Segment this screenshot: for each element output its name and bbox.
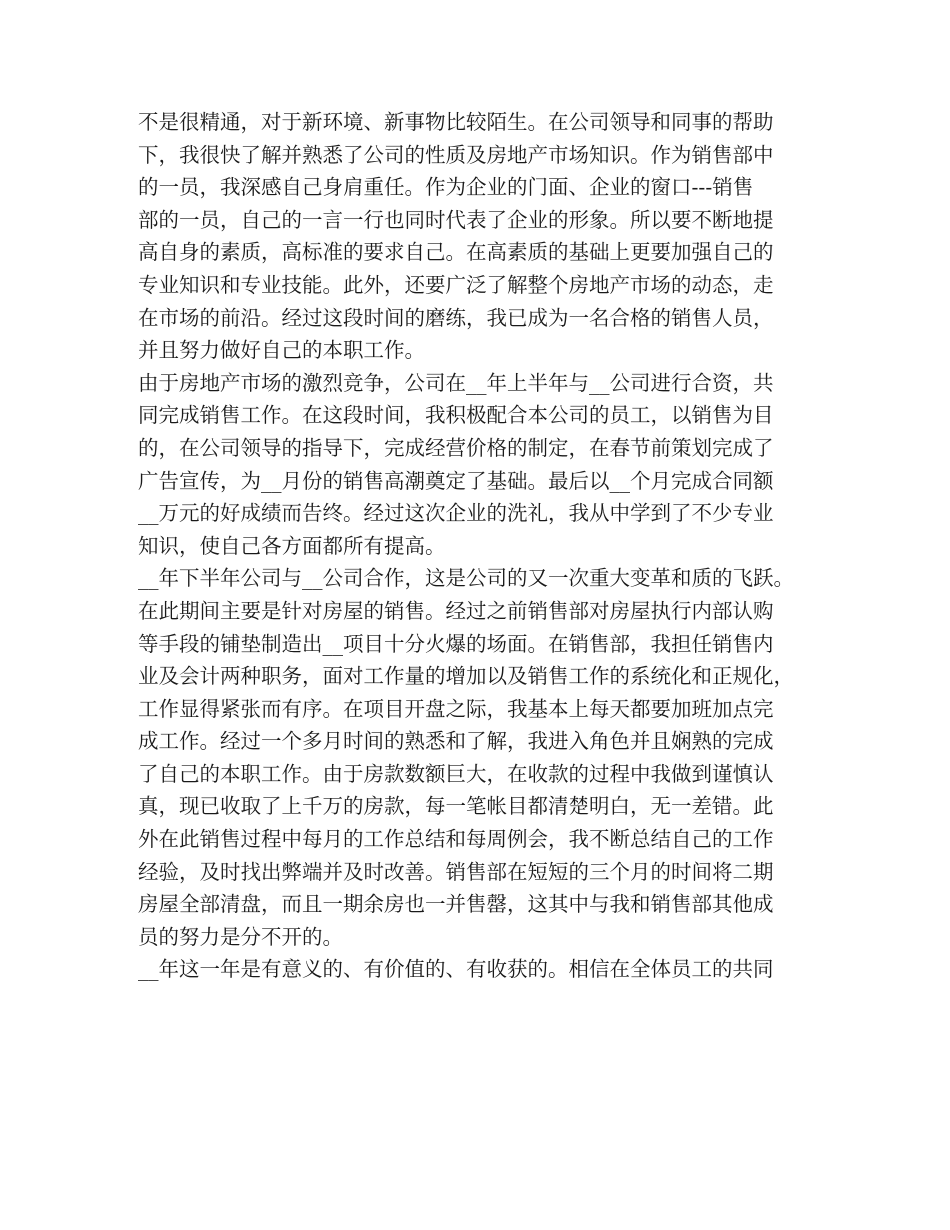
text-line: 员的努力是分不开的。: [138, 924, 343, 949]
text-line: 的，在公司领导的指导下，完成经营价格的制定，在春节前策划完成了: [138, 435, 774, 460]
text-line: 在此期间主要是针对房屋的销售。经过之前销售部对房屋执行内部认购: [138, 598, 774, 623]
text-line: 真，现已收取了上千万的房款，每一笔帐目都清楚明白，无一差错。此: [138, 794, 774, 819]
text-line: 业及会计两种职务，面对工作量的增加以及销售工作的系统化和正规化，: [138, 664, 794, 689]
text-line: __年下半年公司与__公司合作，这是公司的又一次重大变革和质的飞跃。: [138, 566, 794, 591]
text-line: 并且努力做好自己的本职工作。: [138, 338, 425, 363]
text-line: 成工作。经过一个多月时间的熟悉和了解，我进入角色并且娴熟的完成: [138, 729, 774, 754]
text-line: 的一员，我深感自己身肩重任。作为企业的门面、企业的窗口---销售: [138, 175, 754, 200]
text-line: 了自己的本职工作。由于房款数额巨大，在收款的过程中我做到谨慎认: [138, 761, 774, 786]
text-line: 工作显得紧张而有序。在项目开盘之际，我基本上每天都要加班加点完: [138, 696, 774, 721]
text-line: 广告宣传，为__月份的销售高潮奠定了基础。最后以__个月完成合同额: [138, 468, 774, 493]
text-line: 外在此销售过程中每月的工作总结和每周例会，我不断总结自己的工作: [138, 827, 774, 852]
text-line: 经验，及时找出弊端并及时改善。销售部在短短的三个月的时间将二期: [138, 859, 774, 884]
text-line: 知识，使自己各方面都所有提高。: [138, 533, 446, 558]
text-line: __万元的好成绩而告终。经过这次企业的洗礼，我从中学到了不少专业: [138, 501, 774, 526]
text-line: 部的一员，自己的一言一行也同时代表了企业的形象。所以要不断地提: [138, 207, 774, 232]
text-line: __年这一年是有意义的、有价值的、有收获的。相信在全体员工的共同: [138, 957, 774, 982]
text-line: 由于房地产市场的激烈竞争，公司在__年上半年与__公司进行合资，共: [138, 370, 774, 395]
text-line: 等手段的铺垫制造出__项目十分火爆的场面。在销售部，我担任销售内: [138, 631, 774, 656]
text-line: 不是很精通，对于新环境、新事物比较陌生。在公司领导和同事的帮助: [138, 110, 774, 134]
text-line: 下，我很快了解并熟悉了公司的性质及房地产市场知识。作为销售部中: [138, 142, 774, 167]
text-line: 专业知识和专业技能。此外，还要广泛了解整个房地产市场的动态，走: [138, 272, 774, 297]
text-line: 高自身的素质，高标准的要求自己。在高素质的基础上更要加强自己的: [138, 240, 774, 265]
document-body: [138, 106, 828, 986]
text-line: 房屋全部清盘，而且一期余房也一并售罄，这其中与我和销售部其他成: [138, 892, 774, 917]
text-line: 同完成销售工作。在这段时间，我积极配合本公司的员工，以销售为目: [138, 403, 774, 428]
text-line: 在市场的前沿。经过这段时间的磨练，我已成为一名合格的销售人员，: [138, 305, 774, 330]
